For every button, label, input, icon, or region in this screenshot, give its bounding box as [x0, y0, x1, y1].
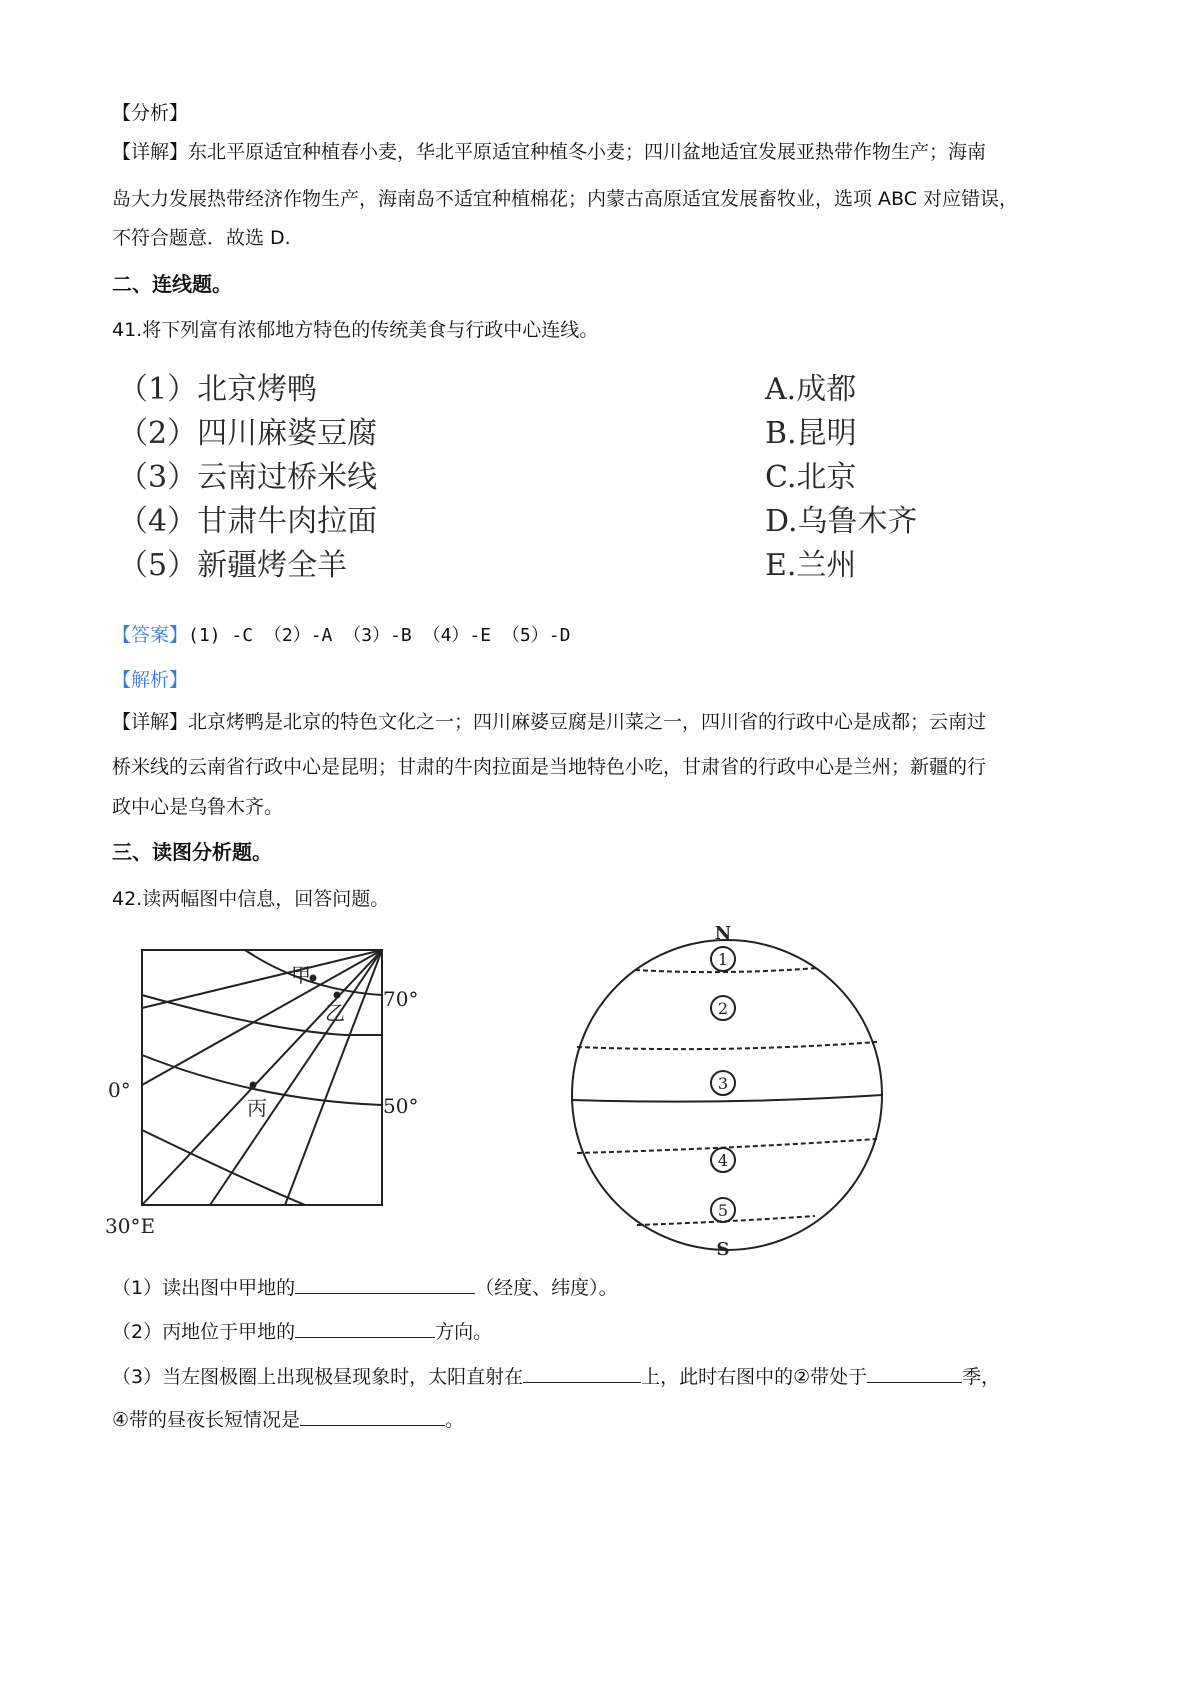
q41-detail-line1: 【详解】北京烤鸭是北京的特色文化之一；四川麻婆豆腐是川菜之一，四川省的行政中心是成都；云南过 — [112, 711, 987, 733]
latlon-grid-map — [105, 935, 445, 1235]
prev-detail-line3: 不符合题意．故选 D. — [112, 227, 291, 249]
city-item: A.成都 — [765, 372, 857, 407]
q41-detail-line3: 政中心是乌鲁木齐。 — [112, 796, 284, 818]
zone-label-5: 5 — [717, 1201, 729, 1220]
sub3-text-b: 上，此时右图中的②带处于 — [641, 1366, 868, 1388]
sub3-text-e: 。 — [445, 1409, 465, 1431]
section2-title: 二、连线题。 — [112, 272, 232, 296]
label-lon0: 0° — [108, 1078, 131, 1102]
food-item: （4）甘肃牛肉拉面 — [118, 504, 378, 539]
question-41: 41.将下列富有浓郁地方特色的传统美食与行政中心连线。 — [112, 319, 599, 341]
sub1-text-a: （1）读出图中甲地的 — [112, 1277, 296, 1299]
city-item: D.乌鲁木齐 — [765, 504, 918, 539]
sub2-text-a: （2）丙地位于甲地的 — [112, 1321, 296, 1343]
parallel-line — [142, 1130, 305, 1205]
label-yi: 乙 — [325, 1001, 345, 1025]
zone-label-2: 2 — [717, 999, 729, 1018]
label-lon30: 30°E — [105, 1214, 156, 1235]
meridian-line — [142, 950, 382, 1205]
city-item: C.北京 — [765, 460, 857, 495]
zone-label-4: 4 — [717, 1151, 729, 1170]
prev-detail-line2: 岛大力发展热带经济作物生产，海南岛不适宜种植棉花；内蒙古高原适宜发展畜牧业，选项 ABC 对应错误， — [112, 188, 1019, 210]
answer-text: (1) -C （2）-A （3）-B （4）-E （5）-D — [188, 625, 571, 646]
label-lat70: 70° — [383, 987, 419, 1011]
section3-title: 三、读图分析题。 — [112, 840, 272, 864]
label-lat50: 50° — [383, 1094, 419, 1118]
answer-blank[interactable] — [867, 1364, 962, 1383]
answer-label: 【答案】 — [112, 624, 189, 646]
south-label: S — [716, 1239, 730, 1260]
sub-question-3-cont — [112, 1407, 464, 1432]
north-label: N — [714, 925, 732, 944]
jiexi-label: 【解析】 — [112, 669, 189, 691]
meridian-line — [142, 950, 382, 1008]
label-bing: 丙 — [247, 1096, 267, 1120]
answer-line — [112, 623, 570, 648]
meridian-line — [210, 950, 382, 1205]
meridian-line — [142, 950, 382, 1085]
food-item: （1）北京烤鸭 — [118, 372, 318, 407]
zone-label-3: 3 — [717, 1074, 729, 1093]
sub3-text-c: 季， — [962, 1366, 1001, 1388]
sub1-text-b: （经度、纬度）。 — [475, 1277, 618, 1299]
food-item: （2）四川麻婆豆腐 — [118, 416, 378, 451]
analysis-label: 【分析】 — [112, 102, 189, 124]
zone-label-1: 1 — [717, 950, 729, 969]
sub-question-2 — [112, 1319, 492, 1344]
answer-blank[interactable] — [300, 1407, 445, 1426]
point-bing — [250, 1082, 257, 1089]
question-42: 42.读两幅图中信息，回答问题。 — [112, 888, 390, 910]
answer-blank[interactable] — [295, 1275, 475, 1294]
food-item: （5）新疆烤全羊 — [118, 548, 348, 583]
food-item: （3）云南过桥米线 — [118, 460, 378, 495]
q41-detail-line2: 桥米线的云南省行政中心是昆明；甘肃的牛肉拉面是当地特色小吃，甘肃省的行政中心是兰州；新疆的行 — [112, 756, 987, 778]
temperature-zone-globe — [555, 925, 905, 1260]
point-yi — [334, 992, 341, 999]
parallel-line — [142, 995, 382, 1035]
answer-blank[interactable] — [523, 1364, 641, 1383]
sub-question-3 — [112, 1364, 1000, 1389]
prev-detail-line1: 【详解】东北平原适宜种植春小麦，华北平原适宜种植冬小麦；四川盆地适宜发展亚热带作物生产；海南 — [112, 141, 987, 163]
label-jia: 甲 — [291, 963, 311, 987]
sub-question-1 — [112, 1275, 618, 1300]
city-item: E.兰州 — [765, 548, 857, 583]
answer-blank[interactable] — [295, 1319, 435, 1338]
sub3-text-a: （3）当左图极圈上出现极昼现象时，太阳直射在 — [112, 1366, 524, 1388]
sub2-text-b: 方向。 — [435, 1321, 493, 1343]
city-item: B.昆明 — [765, 416, 857, 451]
equator-line — [572, 1095, 882, 1102]
tropic-cancer-line — [577, 1042, 877, 1049]
sub3-text-d: ④带的昼夜长短情况是 — [112, 1409, 301, 1431]
